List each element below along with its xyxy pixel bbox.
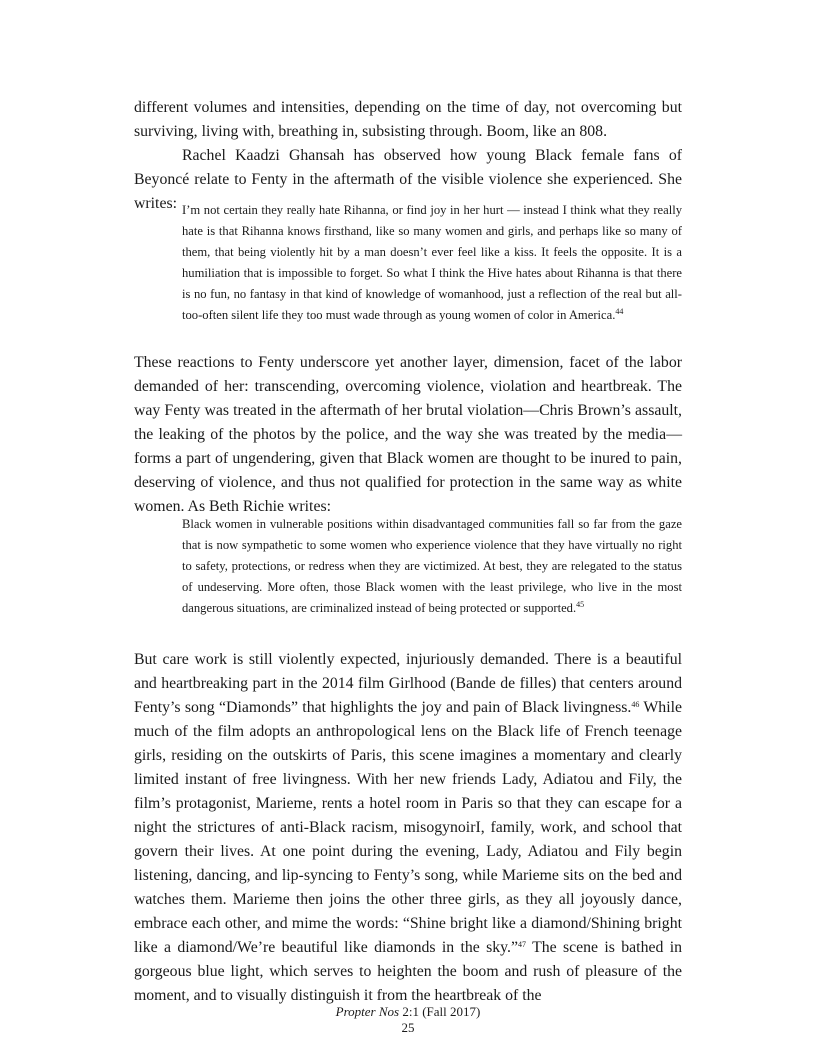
journal-issue: 2:1 (Fall 2017) xyxy=(399,1004,481,1019)
block-quote-text: I’m not certain they really hate Rihanna, or find joy in her hurt — instead I think what they really hate is that Rihanna knows firsthand, like so many women and girls, and perhaps like so many of them, that being violently hit by a man doesn’t ever feel like a kiss. It feels the opposite. It is a humiliation that is impossible to forget. So what I think the Hive hates about Rihanna is that there is no fun, no fantasy in that kind of knowledge of womanhood, just a reflection of the real but all-too-often silent life they too must wade through as young women of color in America. xyxy=(182,203,682,322)
footnote-marker-45: 45 xyxy=(576,600,585,609)
block-quote-richie xyxy=(182,514,682,619)
paragraph-care-work xyxy=(134,648,682,1008)
block-quote-ghansah xyxy=(182,200,682,326)
journal-title: Propter Nos xyxy=(335,1004,400,1019)
block-quote-text: Black women in vulnerable positions within disadvantaged communities fall so far from the gaze that is now sympathetic to some women who experience violence that they have virtually no right to safety, protections, or redress when they are victimized. At best, they are relegated to the status of undeserving. More often, those Black women with the least privilege, who live in the most dangerous situations, are criminalized instead of being protected or supported. xyxy=(182,517,682,615)
paragraph-continuation: different volumes and intensities, depending on the time of day, not overcoming but surviving, living with, breathing in, subsisting through. Boom, like an 808. xyxy=(134,99,682,140)
footnote-marker-44: 44 xyxy=(615,307,624,316)
paragraph-reactions: These reactions to Fenty underscore yet another layer, dimension, facet of the labor demanded of her: transcending, overcoming violence, violation and heartbreak. The way Fenty was treated in the aftermath of her brutal violation—Chris Brown’s assault, the leaking of the photos by the police, and the way she was treated by the media—forms a part of ungendering, given that Black women are thought to be inured to pain, deserving of violence, and thus not qualified for protection in the same way as white women. As Beth Richie writes: xyxy=(134,354,682,515)
footnote-marker-46: 46 xyxy=(631,700,640,709)
paragraph-text: But care work is still violently expected, injuriously demanded. There is a beautiful and heartbreaking part in the 2014 film Girlhood (Bande de filles) that centers around Fenty’s song “Diamonds” that highlights the joy and pain of Black livingness. xyxy=(134,651,682,716)
page-number: 25 xyxy=(401,1020,415,1035)
journal-citation xyxy=(0,1004,816,1019)
footnote-marker-47: 47 xyxy=(518,940,527,949)
paragraph-text: The scene is bathed in gorgeous blue light, which serves to heighten the boom and rush of pleasure of the moment, and to visually distinguish it from the heartbreak of the xyxy=(134,939,682,1004)
paragraph-text: While much of the film adopts an anthropological lens on the Black life of French teenage girls, residing on the outskirts of Paris, this scene imagines a momentary and clearly limited instant of free livingness. With her new friends Lady, Adiatou and Fily, the film’s protagonist, Marieme, rents a hotel room in Paris so that they can escape for a night the strictures of anti-Black racism, misogynoirI, family, work, and school that govern their lives. At one point during the evening, Lady, Adiatou and Fily begin listening, dancing, and lip-syncing to Fenty’s song, while Marieme sits on the bed and watches them. Marieme then joins the other three girls, as they all joyously dance, embrace each other, and mime the words: “Shine bright like a diamond/Shining bright like a diamond/We’re beautiful like diamonds in the sky.” xyxy=(134,699,682,956)
paragraph-ghansah-intro: Rachel Kaadzi Ghansah has observed how young Black female fans of Beyoncé relate to Fenty in the aftermath of the visible violence she experienced. She writes: xyxy=(134,147,682,212)
